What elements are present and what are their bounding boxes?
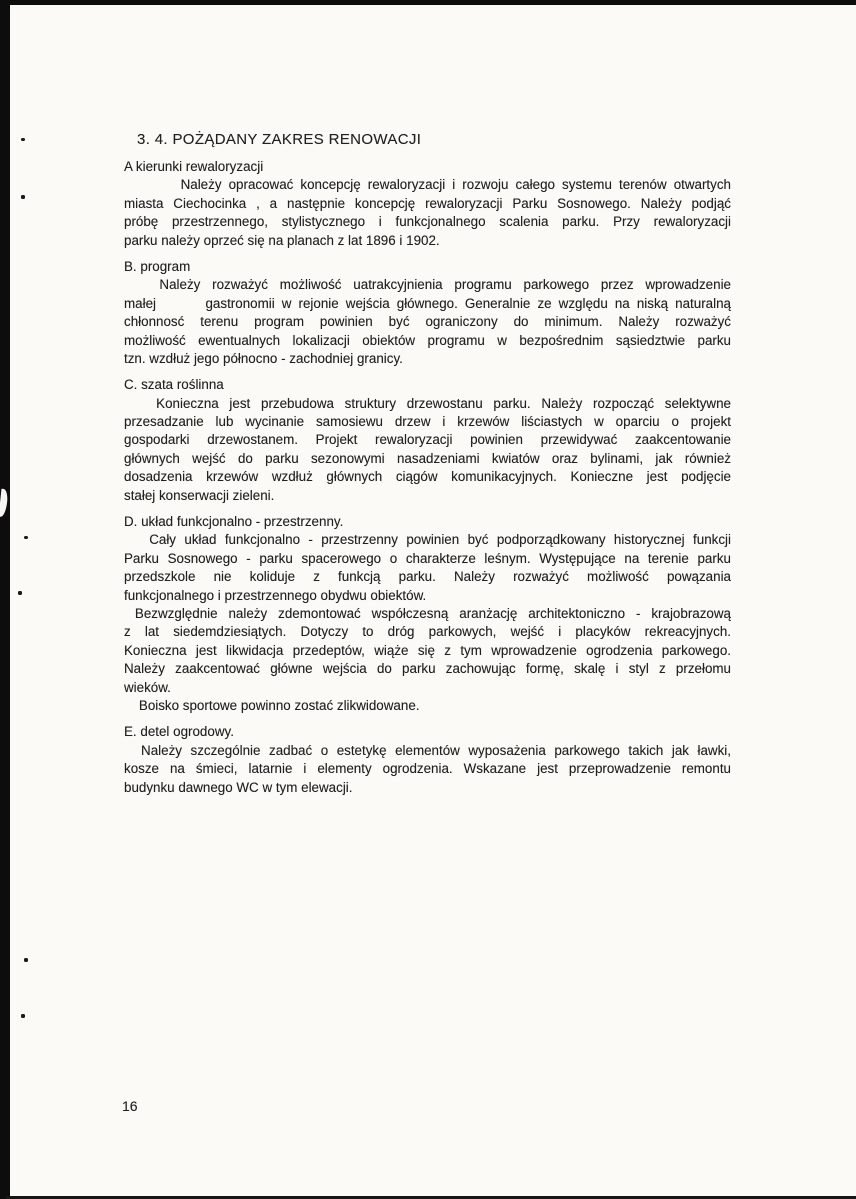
paragraph-line: przesadzanie lub wycinanie samosiewu drzew i krzewów liściastych w oparciu o projekt	[124, 414, 731, 430]
scan-speck	[24, 958, 28, 962]
scan-speck	[18, 591, 22, 595]
paragraph-line: tzn. wzdłuż jego północno - zachodniej granicy.	[124, 350, 403, 366]
paragraph	[124, 742, 731, 797]
paragraph-line: Boisko sportowe powinno zostać zlikwidowane.	[124, 697, 420, 713]
paragraph	[124, 395, 731, 505]
paragraph-line: Należy rozważyć możliwość uatrakcyjnienia programu parkowego przez wprowadzenie	[124, 277, 731, 293]
document-section	[124, 258, 731, 368]
section-heading: B. program	[124, 258, 191, 274]
paragraph-line: Należy zaakcentować główne wejścia do parku zachowując formę, skalę i styl z przełomu	[124, 661, 731, 677]
document-section	[124, 158, 731, 250]
document-section	[124, 513, 731, 715]
paragraph-line: funkcjonalnego i przestrzennego obydwu obiektów.	[124, 587, 427, 603]
document-page	[124, 129, 731, 797]
section-heading: D. układ funkcjonalno - przestrzenny.	[124, 514, 344, 530]
paragraph-line: Należy szczególnie zadbać o estetykę elementów wyposażenia parkowego takich jak ławki,	[124, 742, 731, 758]
paragraph	[124, 176, 731, 250]
paragraph-line: Parku Sosnowego - parku spacerowego o charakterze leśnym. Występujące na terenie parku	[124, 550, 731, 566]
paragraph	[124, 605, 731, 697]
paragraph-line: Konieczna jest przebudowa struktury drzewostanu parku. Należy rozpocząć selektywne	[124, 395, 731, 411]
paragraph-line: parku należy oprzeć się na planach z lat 1896 i 1902.	[124, 232, 440, 248]
sections	[124, 158, 731, 797]
paragraph	[124, 531, 731, 605]
section-heading: A kierunki rewaloryzacji	[124, 159, 264, 174]
document-section	[124, 723, 731, 797]
paragraph-line: Należy opracować koncepcję rewaloryzacji i rozwoju całego systemu terenów otwartych	[124, 177, 731, 193]
page-title: 3. 4. POŻĄDANY ZAKRES RENOWACJI	[137, 131, 422, 148]
paragraph-line: małej gastronomii w rejonie wejścia głównego. Generalnie ze względu na niską naturalną	[124, 295, 731, 311]
paragraph-line: budynku dawnego WC w tym elewacji.	[124, 779, 353, 795]
scan-speck	[21, 1014, 25, 1018]
paragraph-line: z lat siedemdziesiątych. Dotyczy to dróg parkowych, wejść i placyków rekreacyjnych.	[124, 624, 731, 640]
paragraph-line: dosadzenia krzewów wzdłuż głównych ciągów komunikacyjnych. Konieczne jest podjęcie	[124, 469, 731, 485]
page-edge-left	[0, 0, 10, 1199]
paragraph-line: wieków.	[124, 679, 171, 695]
paragraph-line: Konieczna jest likwidacja przedeptów, wiąże się z tym wprowadzenie ogrodzenia parkowego.	[124, 642, 731, 658]
section-heading: E. detel ogrodowy.	[124, 724, 234, 740]
paragraph-line: próbę przestrzennego, stylistycznego i funkcjonalnego scalenia parku. Przy rewaloryzacji	[124, 214, 731, 230]
paragraph-line: miasta Ciechocinka , a następnie koncepcję rewaloryzacji Parku Sosnowego. Należy podjąć	[124, 195, 731, 211]
paragraph-line: głównych wejść do parku sezonowymi nasadzeniami kwiatów oraz bylinami, jak również	[124, 450, 731, 466]
paragraph-line: gospodarki drzewostanem. Projekt rewaloryzacji powinien przewidywać zaakcentowanie	[124, 432, 731, 448]
paragraph-line: możliwość ewentualnych lokalizacji obiektów programu w bezpośrednim sąsiedztwie parku	[124, 332, 731, 348]
paragraph-line: Cały układ funkcjonalno - przestrzenny powinien być podporządkowany historycznej funkcji	[124, 532, 731, 548]
section-heading: C. szata roślinna	[124, 377, 224, 393]
paragraph-line: Bezwzględnie należy zdemontować współczesną aranżację architektoniczno - krajobrazową	[124, 605, 731, 621]
paragraph	[124, 276, 731, 368]
paragraph	[124, 697, 731, 715]
paragraph-line: chłonnosć terenu program powinien być ograniczony do minimum. Należy rozważyć	[124, 314, 731, 330]
scan-speck	[21, 195, 25, 199]
page-number: 16	[122, 1098, 138, 1114]
page-edge-top	[0, 0, 856, 5]
scan-speck	[24, 536, 28, 539]
paragraph-line: stałej konserwacji zieleni.	[124, 487, 275, 503]
paragraph-line: przedszkole nie koliduje z funkcją parku. Należy rozważyć możliwość powązania	[124, 569, 731, 585]
paragraph-line: kosze na śmieci, latarnie i elementy ogrodzenia. Wskazane jest przeprowadzenie remontu	[124, 761, 731, 777]
document-section	[124, 376, 731, 505]
scan-speck	[21, 138, 25, 141]
